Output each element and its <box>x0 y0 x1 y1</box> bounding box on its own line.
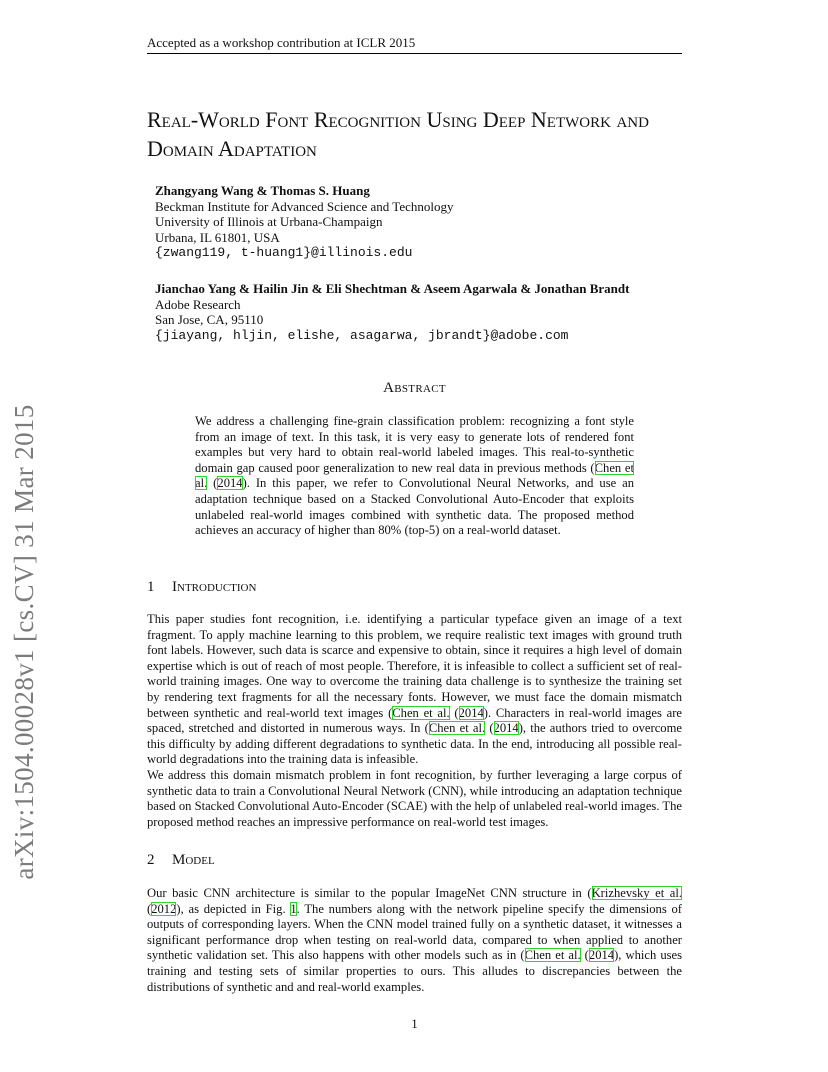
section-title: Model <box>172 852 215 868</box>
citation-year-link[interactable]: 2014 <box>493 721 519 736</box>
arxiv-identifier: arXiv:1504.00028v1 [cs.CV] 31 Mar 2015 <box>9 404 39 880</box>
author-names: Jianchao Yang & Hailin Jin & Eli Shechtman & Aseem Agarwala & Jonathan Brandt <box>155 281 630 296</box>
section-heading-introduction <box>147 579 256 596</box>
affiliation-line: Urbana, IL 61801, USA <box>155 229 280 245</box>
citation-year-link[interactable]: 2014 <box>588 948 615 963</box>
affiliation-line: University of Illinois at Urbana-Champaign <box>155 214 383 229</box>
affiliation-line: Adobe Research <box>155 296 241 312</box>
section-number: 2 <box>147 852 155 868</box>
author-email: {jiayang, hljin, elishe, asagarwa, jbrandt}@adobe.com <box>155 327 569 343</box>
author-names: Zhangyang Wang & Thomas S. Huang <box>155 183 370 198</box>
author-email: {zwang119, t-huang1}@illinois.edu <box>155 245 413 260</box>
running-header: Accepted as a workshop contribution at ICLR 2015 <box>147 35 416 50</box>
citation-link[interactable]: Chen et al. <box>428 721 486 736</box>
citation-link[interactable]: Chen et al. <box>392 705 450 720</box>
intro-paragraph-2: We address this domain mismatch problem in font recognition, by further leveraging a large corpus of synthetic data to train a Convolutional Neural Network (CNN), while introducing an adaptation technique based on Stacked Convolutional Auto-Encoder (SCAE) with the help of unlabeled real-world images. The proposed method reaches an impressive performance on real-world test images. <box>147 768 682 829</box>
intro-paragraph-1: This paper studies font recognition, i.e. identifying a particular typeface given an image of a text fragment. To apply machine learning to this problem, we require realistic text images with ground truth font labels. However, such data is scarce and expensive to obtain, since it requires a high level of domain expertise which is out of reach of most people. Therefore, it is infeasible to collect a sufficient set of real-world training images. One way to overcome the training data challenge is to synthesize the training set by rendering text fragments for all the necessary fonts. However, we must face the domain mismatch between synthetic and real-world text images (Chen et al. (2014). Characters in real-world images are spaced, stretched and distorted in numerous ways. In (Chen et al. (2014), the authors tried to overcome this difficulty by adding different degradations to synthetic data. In the end, introducing all possible real-world degradations into the training data is infeasible. <box>147 612 682 767</box>
author-block-1 <box>155 183 675 261</box>
citation-year-link[interactable]: 2014 <box>458 705 484 720</box>
abstract-heading: Abstract <box>383 380 446 396</box>
section-title: Introduction <box>172 579 257 595</box>
citation-link[interactable]: Chen et al. <box>195 460 634 491</box>
affiliation-line: Beckman Institute for Advanced Science and Technology <box>155 198 454 214</box>
citation-link[interactable]: Krizhevsky et al. <box>591 886 682 900</box>
section-heading-model <box>147 852 215 869</box>
section-number: 1 <box>147 579 155 595</box>
author-block-2 <box>155 281 675 343</box>
model-paragraph-1: Our basic CNN architecture is similar to the popular ImageNet CNN structure in (Krizhevsky et al. (2012), as depicted in Fig. 1. The numbers along with the network pipeline specify the dimensions of outputs of corresponding layers. When the CNN model trained fully on a synthetic dataset, it witnesses a significant performance drop when testing on real-world data, compared to when applied to another synthetic validation set. This also happens with other models such as in (Chen et al. (2014), which uses training and testing sets of similar properties to ours. This alludes to discrepancies between the distributions of synthetic and and real-world examples. <box>147 886 683 994</box>
citation-link[interactable]: Chen et al. <box>524 948 581 963</box>
abstract-text: We address a challenging fine-grain classification problem: recognizing a font style from an image of text. In this task, it is very easy to generate lots of rendered font examples but very hard to obtain real-world labeled images. This real-to-synthetic domain gap caused poor generalization to new real data in previous methods (Chen et al. (2014). In this paper, we refer to Convolutional Neural Networks, and use an adaptation technique based on a Stacked Convolutional Auto-Encoder that exploits unlabeled real-world images combined with synthetic data. The proposed method achieves an accuracy of higher than 80% (top-5) on a real-world dataset. <box>195 414 635 538</box>
affiliation-line: San Jose, CA, 95110 <box>155 312 264 327</box>
citation-year-link[interactable]: 2014 <box>217 476 243 491</box>
paper-title: Real-World Font Recognition Using Deep Network and Domain Adaptation <box>147 107 649 161</box>
header-rule <box>147 53 682 54</box>
citation-year-link[interactable]: 2012 <box>151 901 177 916</box>
figure-reference-link[interactable]: 1 <box>290 901 297 916</box>
page-number: 1 <box>411 1016 418 1031</box>
